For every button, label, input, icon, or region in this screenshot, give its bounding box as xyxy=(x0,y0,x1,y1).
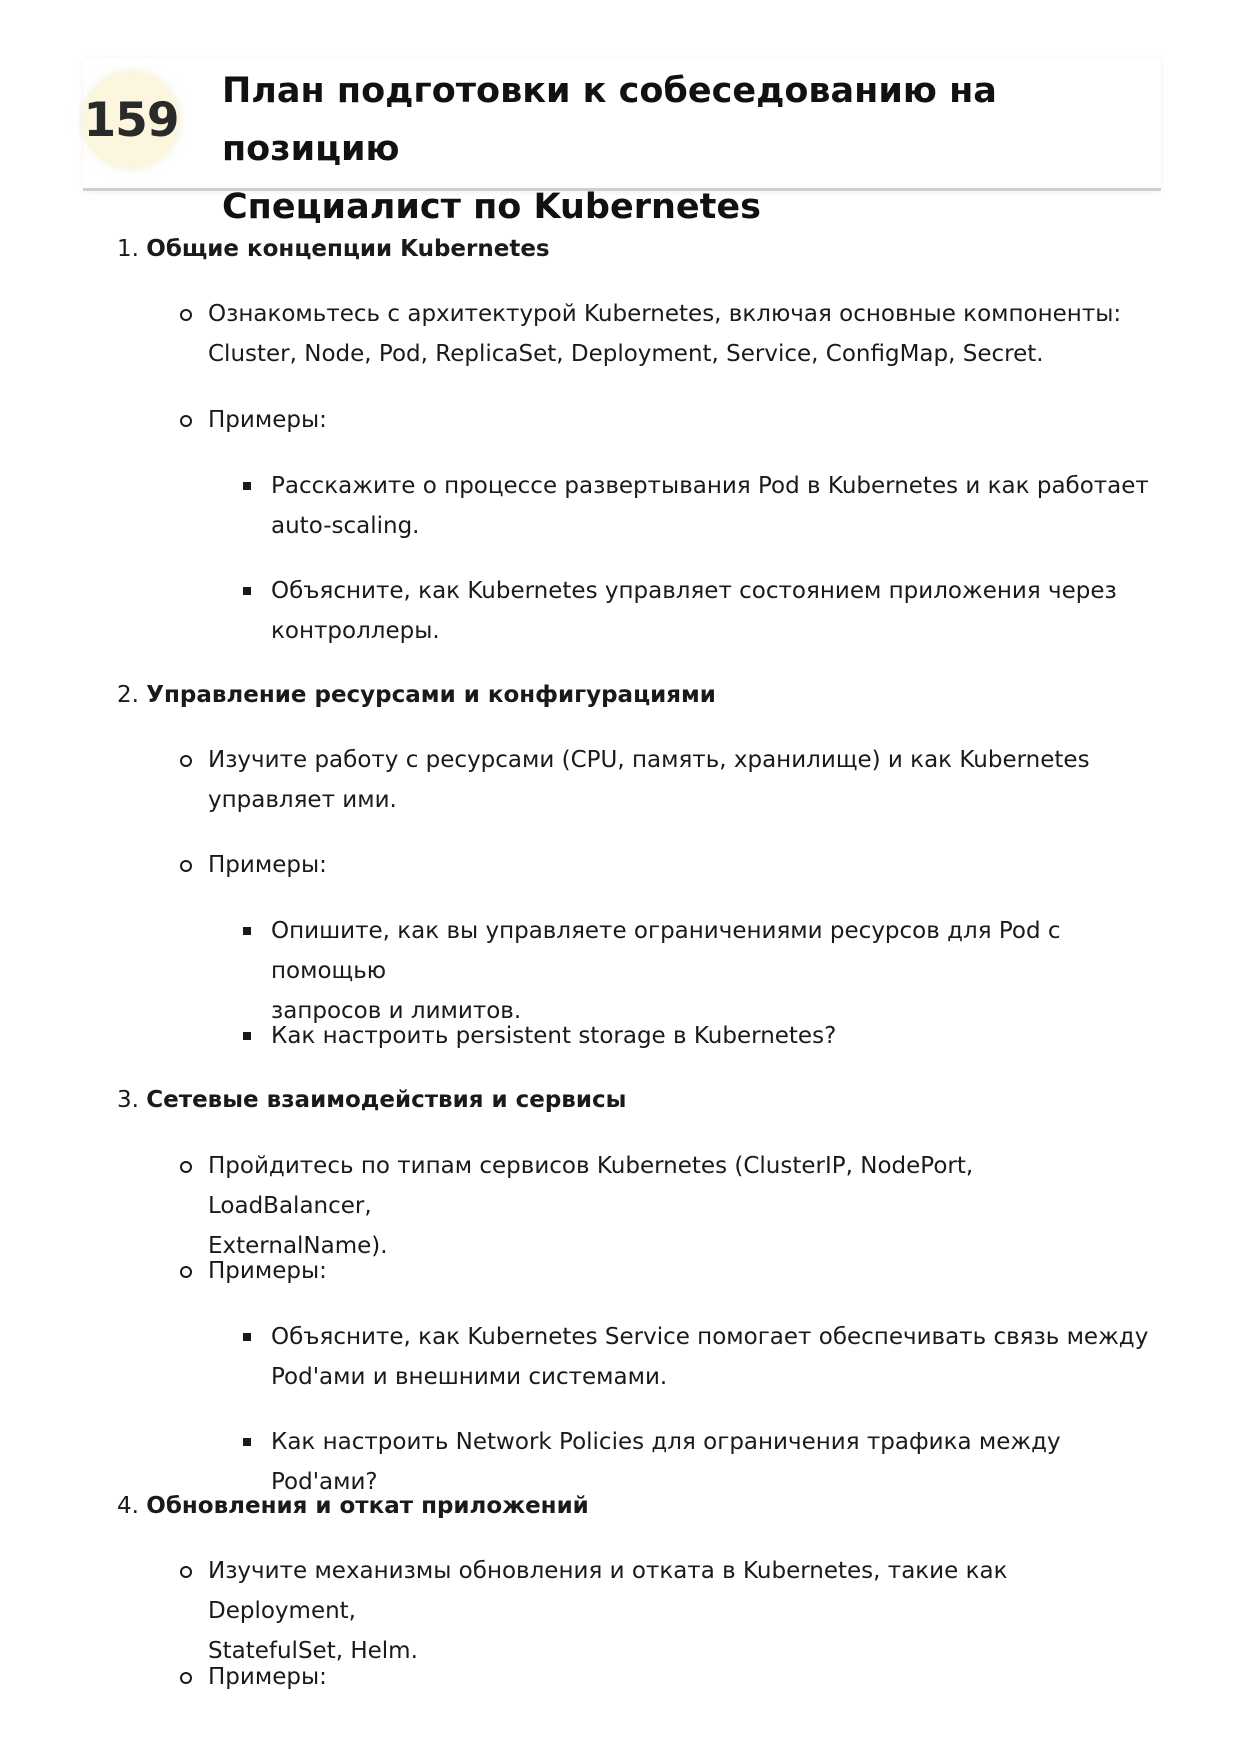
line: ExternalName). xyxy=(208,1233,388,1259)
circle-bullet-icon xyxy=(180,309,192,321)
examples-label: Примеры: xyxy=(208,1258,327,1284)
line: Опишите, как вы управляете ограничениями ресурсов для Pod с помощью xyxy=(271,918,1061,984)
line: Пройдитесь по типам сервисов Kubernetes (ClusterIP, NodePort, LoadBalancer, xyxy=(208,1153,974,1219)
section-number: 4. xyxy=(117,1493,139,1519)
example-item xyxy=(271,1317,1151,1397)
list-item xyxy=(208,1146,1128,1266)
examples-label: Примеры: xyxy=(208,1664,327,1690)
circle-bullet-icon xyxy=(180,860,192,872)
circle-bullet-icon xyxy=(180,1161,192,1173)
section-3-heading xyxy=(117,1084,626,1116)
line: Изучите работу с ресурсами (CPU, память, хранилище) и как Kubernetes xyxy=(208,747,1090,773)
line: Ознакомьтесь с архитектурой Kubernetes, включая основные компоненты: xyxy=(208,301,1122,327)
example-item xyxy=(271,466,1151,546)
square-bullet-icon xyxy=(243,1032,251,1040)
title-line-1: План подготовки к собеседованию на позицию xyxy=(222,71,997,169)
square-bullet-icon xyxy=(243,587,251,595)
section-number: 3. xyxy=(117,1087,139,1113)
section-number: 2. xyxy=(117,682,139,708)
section-title: Сетевые взаимодействия и сервисы xyxy=(146,1087,627,1113)
examples-label: Примеры: xyxy=(208,852,327,878)
line: управляет ими. xyxy=(208,787,397,813)
line: auto-scaling. xyxy=(271,513,420,539)
section-title: Обновления и откат приложений xyxy=(146,1493,589,1519)
section-title: Управление ресурсами и конфигурациями xyxy=(146,682,716,708)
square-bullet-icon xyxy=(243,1333,251,1341)
line: Как настроить persistent storage в Kubernetes? xyxy=(271,1023,837,1049)
section-title: Общие концепции Kubernetes xyxy=(146,236,550,262)
line: Объясните, как Kubernetes управляет состоянием приложения через xyxy=(271,578,1117,604)
circle-bullet-icon xyxy=(180,1672,192,1684)
line: Расскажите о процессе развертывания Pod в Kubernetes и как работает xyxy=(271,473,1149,499)
example-item xyxy=(271,571,1151,651)
list-item xyxy=(208,294,1128,374)
line: Изучите механизмы обновления и отката в Kubernetes, такие как Deployment, xyxy=(208,1558,1008,1624)
section-4-heading xyxy=(117,1490,589,1522)
square-bullet-icon xyxy=(243,927,251,935)
circle-bullet-icon xyxy=(180,415,192,427)
section-2-heading xyxy=(117,679,716,711)
circle-bullet-icon xyxy=(180,1266,192,1278)
line: Pod'ами и внешними системами. xyxy=(271,1364,668,1390)
title-line-2: Специалист по Kubernetes xyxy=(222,187,761,227)
line: Как настроить Network Policies для ограничения трафика между Pod'ами? xyxy=(271,1429,1061,1495)
line: контроллеры. xyxy=(271,618,440,644)
square-bullet-icon xyxy=(243,482,251,490)
square-bullet-icon xyxy=(243,1438,251,1446)
section-number: 1. xyxy=(117,236,139,262)
list-item xyxy=(208,740,1128,820)
line: Объясните, как Kubernetes Service помогает обеспечивать связь между xyxy=(271,1324,1149,1350)
list-item xyxy=(208,1551,1128,1671)
page-number-badge: 159 xyxy=(83,72,179,168)
page-title xyxy=(222,62,1152,236)
section-1-heading xyxy=(117,233,550,265)
line: StatefulSet, Helm. xyxy=(208,1638,418,1664)
line: Cluster, Node, Pod, ReplicaSet, Deployment, Service, ConfigMap, Secret. xyxy=(208,341,1044,367)
examples-label: Примеры: xyxy=(208,407,327,433)
circle-bullet-icon xyxy=(180,1566,192,1578)
circle-bullet-icon xyxy=(180,755,192,767)
example-item xyxy=(271,1016,1151,1056)
line: запросов и лимитов. xyxy=(271,998,522,1024)
example-item xyxy=(271,911,1151,1031)
page-header xyxy=(83,58,1161,227)
